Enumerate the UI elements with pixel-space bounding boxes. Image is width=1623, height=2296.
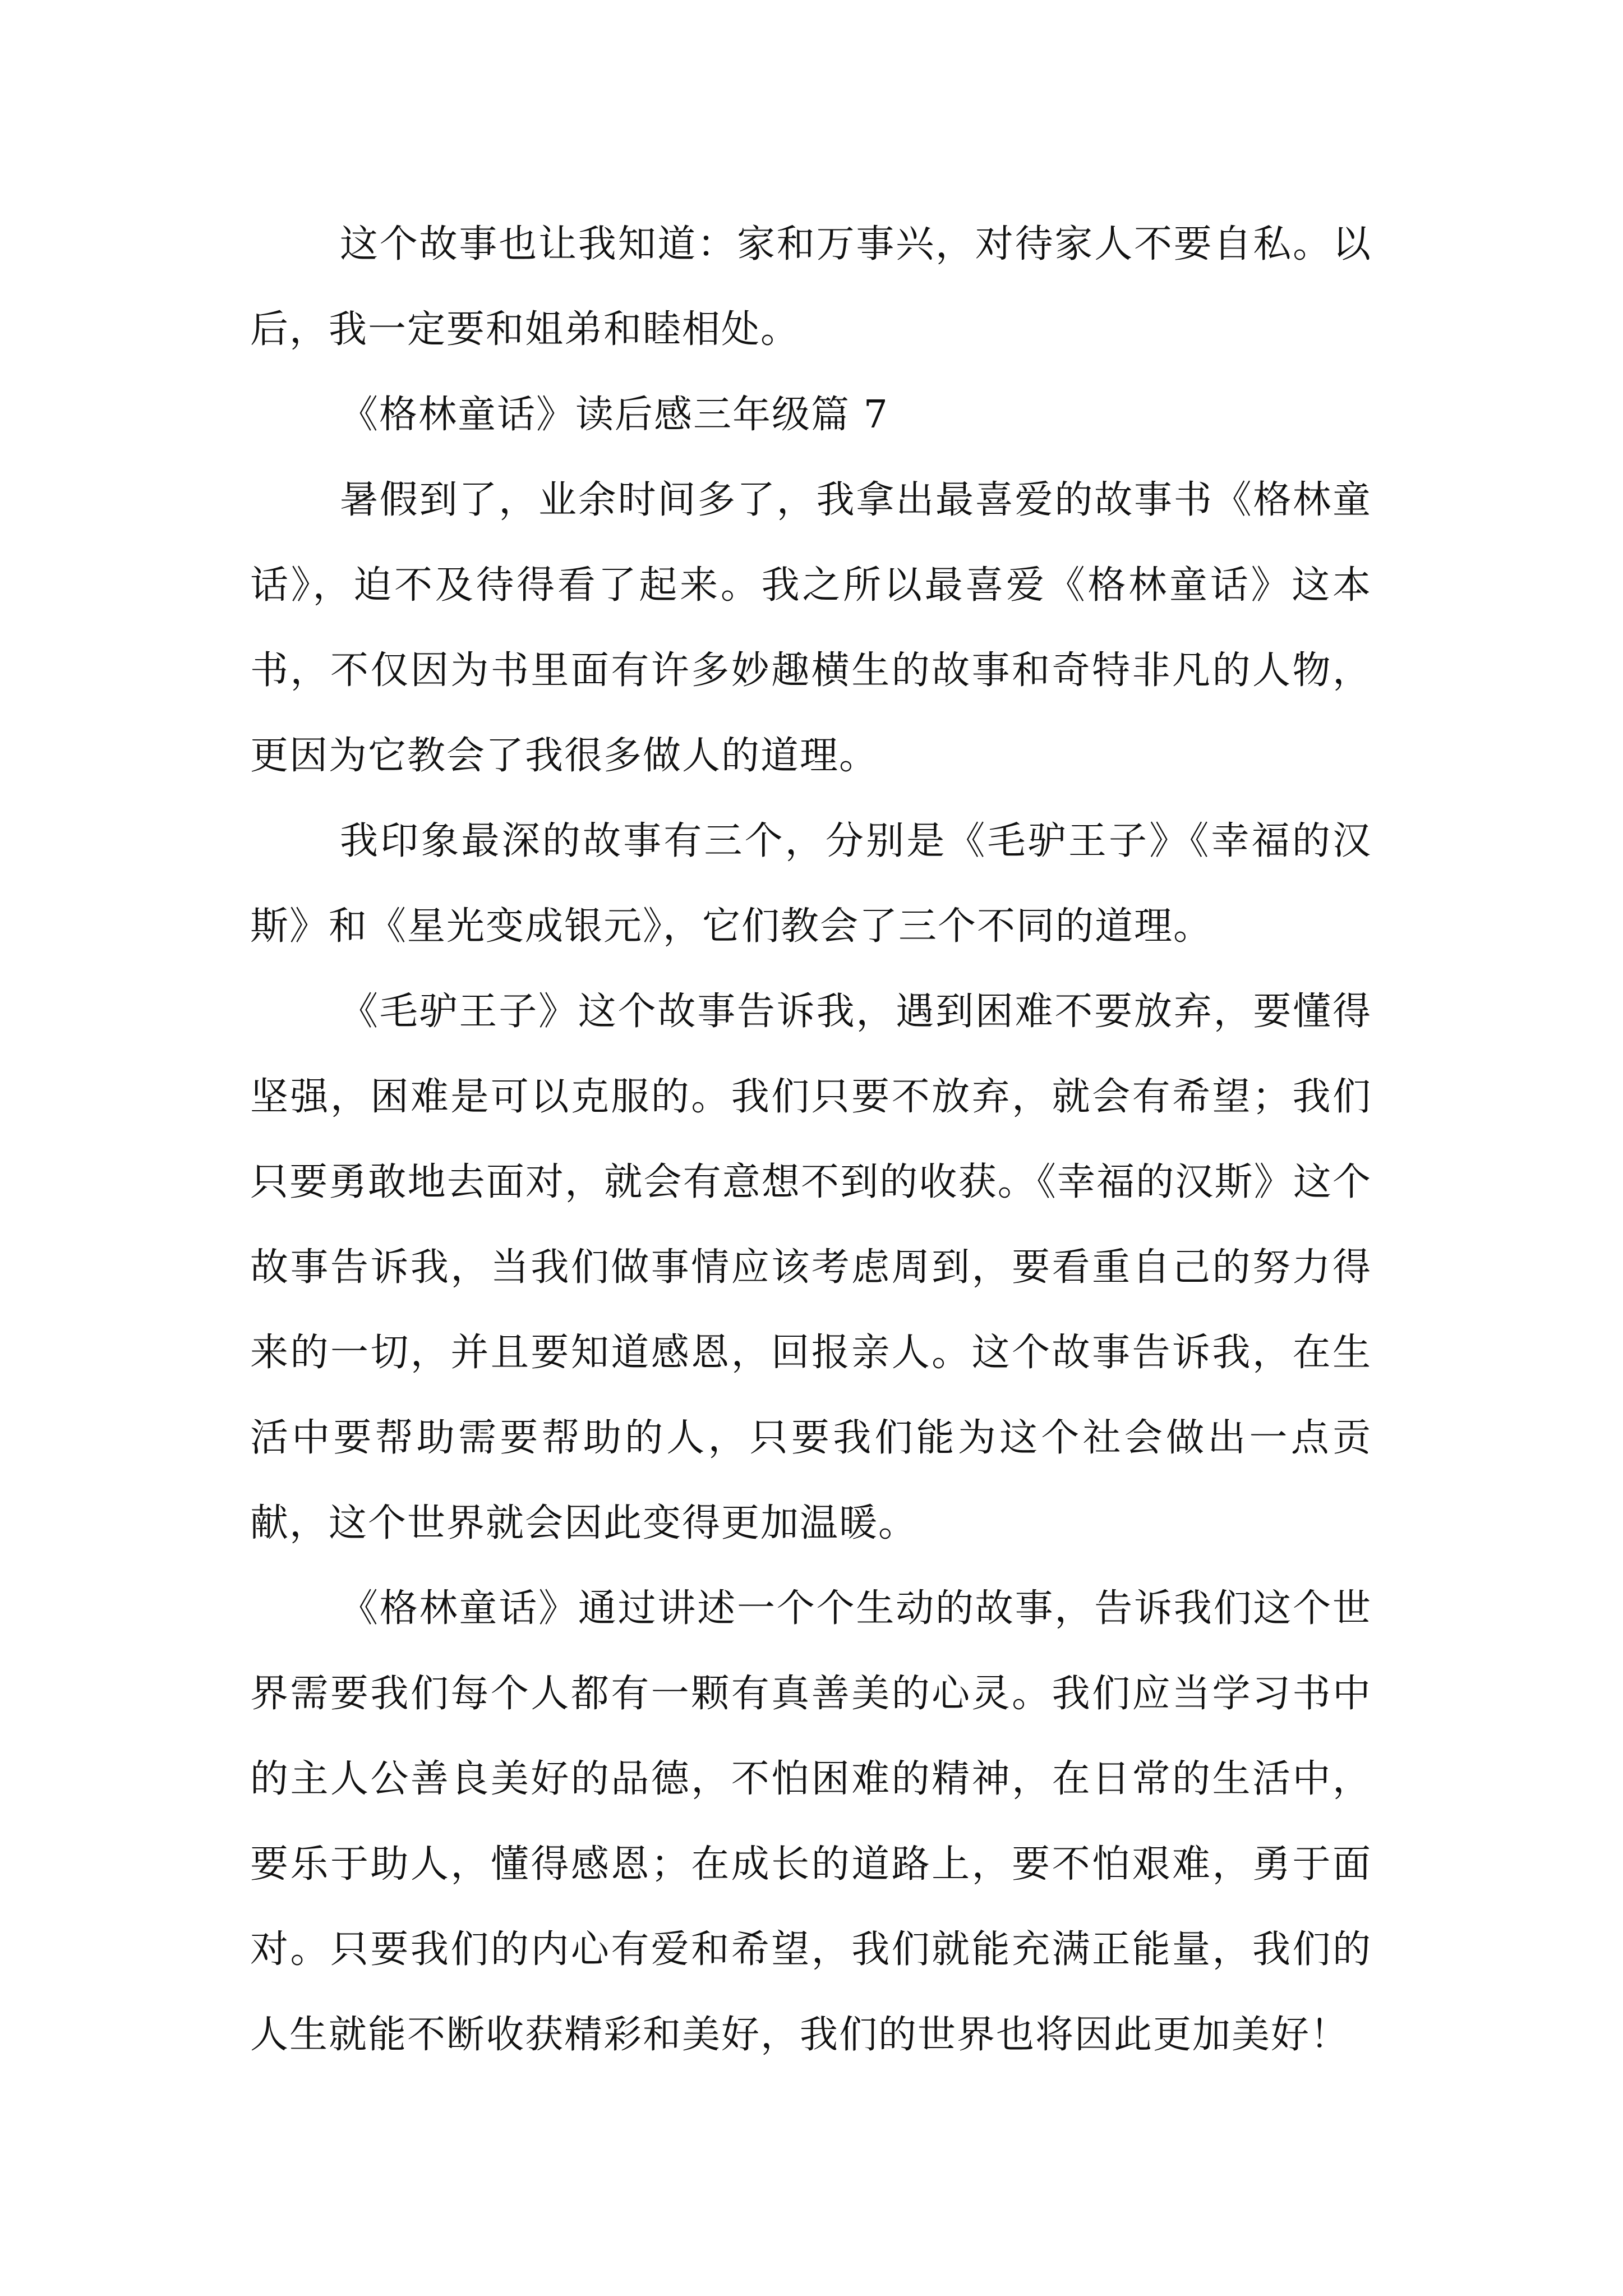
paragraph-summer-reading: 暑假到了，业余时间多了，我拿出最喜爱的故事书《格林童话》，迫不及待得看了起来。我之所以最喜爱《格林童话》这本书，不仅因为书里面有许多妙趣横生的故事和奇特非凡的人物，更因为它教会了我很多做人的道理。 xyxy=(250,478,1372,778)
paragraph-family-harmony: 这个故事也让我知道：家和万事兴，对待家人不要自私。以后，我一定要和姐弟和睦相处。 xyxy=(250,222,1372,352)
section-heading: 《格林童话》读后感三年级篇 7 xyxy=(340,393,889,437)
paragraph-conclusion: 《格林童话》通过讲述一个个生动的故事，告诉我们这个世界需要我们每个人都有一颗有真善美的心灵。我们应当学习书中的主人公善良美好的品德，不怕困难的精神，在日常的生活中，要乐于助人，懂得感恩；在成长的道路上，要不怕艰难，勇于面对。只要我们的内心有爱和希望，我们就能充满正能量，我们的人生就能不断收获精彩和美好，我们的世界也将因此更加美好！ xyxy=(250,1586,1372,2057)
paragraph-three-stories: 我印象最深的故事有三个，分别是《毛驴王子》《幸福的汉斯》和《星光变成银元》，它们教会了三个不同的道理。 xyxy=(250,819,1372,949)
paragraph-story-lessons: 《毛驴王子》这个故事告诉我，遇到困难不要放弃，要懂得坚强，困难是可以克服的。我们只要不放弃，就会有希望；我们只要勇敢地去面对，就会有意想不到的收获。《幸福的汉斯》这个故事告诉我，当我们做事情应该考虑周到，要看重自己的努力得来的一切，并且要知道感恩，回报亲人。这个故事告诉我，在生活中要帮助需要帮助的人，只要我们能为这个社会做出一点贡献，这个世界就会因此变得更加温暖。 xyxy=(250,990,1372,1545)
document-body xyxy=(250,202,1372,2078)
